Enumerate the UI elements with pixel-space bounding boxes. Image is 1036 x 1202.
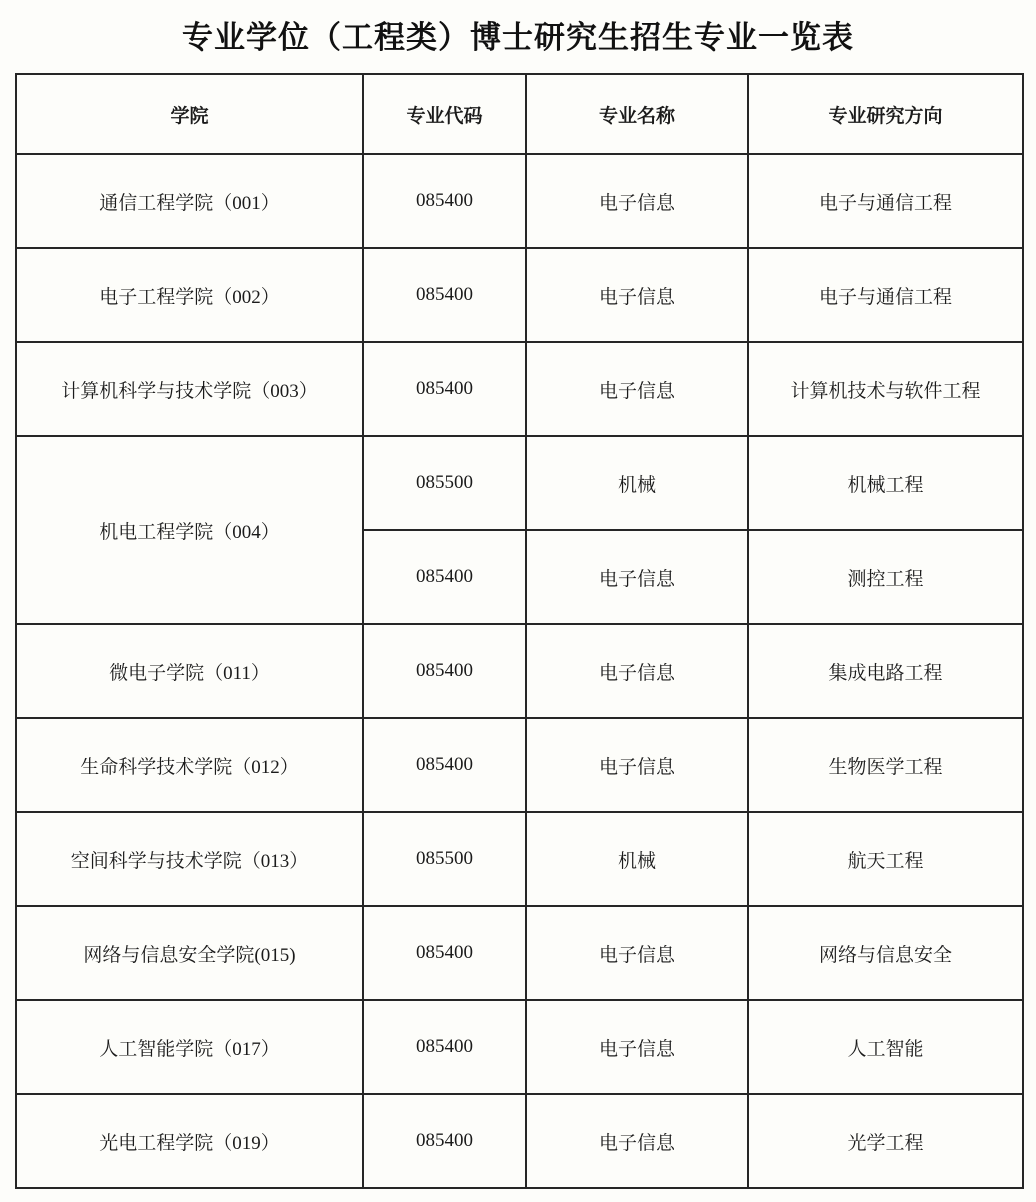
code-cell: 085400 xyxy=(363,248,526,342)
code-cell: 085400 xyxy=(363,1094,526,1188)
code-cell: 085400 xyxy=(363,530,526,624)
code-cell: 085400 xyxy=(363,1000,526,1094)
major-cell: 电子信息 xyxy=(526,1094,748,1188)
column-header-code: 专业代码 xyxy=(363,74,526,154)
major-cell: 电子信息 xyxy=(526,1000,748,1094)
college-cell: 电子工程学院（002） xyxy=(16,248,363,342)
column-header-major: 专业名称 xyxy=(526,74,748,154)
table-row xyxy=(16,248,1023,342)
direction-cell: 人工智能 xyxy=(748,1000,1023,1094)
direction-cell: 航天工程 xyxy=(748,812,1023,906)
direction-cell: 生物医学工程 xyxy=(748,718,1023,812)
code-cell: 085500 xyxy=(363,436,526,530)
major-cell: 电子信息 xyxy=(526,530,748,624)
college-cell: 人工智能学院（017） xyxy=(16,1000,363,1094)
college-cell: 空间科学与技术学院（013） xyxy=(16,812,363,906)
direction-cell: 计算机技术与软件工程 xyxy=(748,342,1023,436)
table-row xyxy=(16,718,1023,812)
college-cell: 计算机科学与技术学院（003） xyxy=(16,342,363,436)
table-row xyxy=(16,1094,1023,1188)
table-row xyxy=(16,1000,1023,1094)
code-cell: 085400 xyxy=(363,154,526,248)
direction-cell: 机械工程 xyxy=(748,436,1023,530)
table-row xyxy=(16,906,1023,1000)
enrollment-majors-table xyxy=(15,73,1024,1189)
code-cell: 085400 xyxy=(363,342,526,436)
table-row xyxy=(16,624,1023,718)
college-cell-merged: 机电工程学院（004） xyxy=(16,436,363,624)
direction-cell: 网络与信息安全 xyxy=(748,906,1023,1000)
major-cell: 电子信息 xyxy=(526,906,748,1000)
direction-cell: 测控工程 xyxy=(748,530,1023,624)
college-cell: 微电子学院（011） xyxy=(16,624,363,718)
college-cell: 网络与信息安全学院(015) xyxy=(16,906,363,1000)
major-cell: 电子信息 xyxy=(526,624,748,718)
table-header-row xyxy=(16,74,1023,154)
code-cell: 085400 xyxy=(363,906,526,1000)
column-header-college: 学院 xyxy=(16,74,363,154)
table-row xyxy=(16,154,1023,248)
direction-cell: 电子与通信工程 xyxy=(748,154,1023,248)
major-cell: 电子信息 xyxy=(526,342,748,436)
table-row xyxy=(16,342,1023,436)
major-cell: 电子信息 xyxy=(526,154,748,248)
code-cell: 085400 xyxy=(363,624,526,718)
major-cell: 电子信息 xyxy=(526,248,748,342)
column-header-direction: 专业研究方向 xyxy=(748,74,1023,154)
direction-cell: 电子与通信工程 xyxy=(748,248,1023,342)
direction-cell: 集成电路工程 xyxy=(748,624,1023,718)
code-cell: 085500 xyxy=(363,812,526,906)
college-cell: 光电工程学院（019） xyxy=(16,1094,363,1188)
college-cell: 生命科学技术学院（012） xyxy=(16,718,363,812)
table-row xyxy=(16,812,1023,906)
direction-cell: 光学工程 xyxy=(748,1094,1023,1188)
page-title: 专业学位（工程类）博士研究生招生专业一览表 xyxy=(182,20,854,55)
code-cell: 085400 xyxy=(363,718,526,812)
table-row xyxy=(16,436,1023,530)
major-cell: 机械 xyxy=(526,812,748,906)
major-cell: 机械 xyxy=(526,436,748,530)
college-cell: 通信工程学院（001） xyxy=(16,154,363,248)
major-cell: 电子信息 xyxy=(526,718,748,812)
